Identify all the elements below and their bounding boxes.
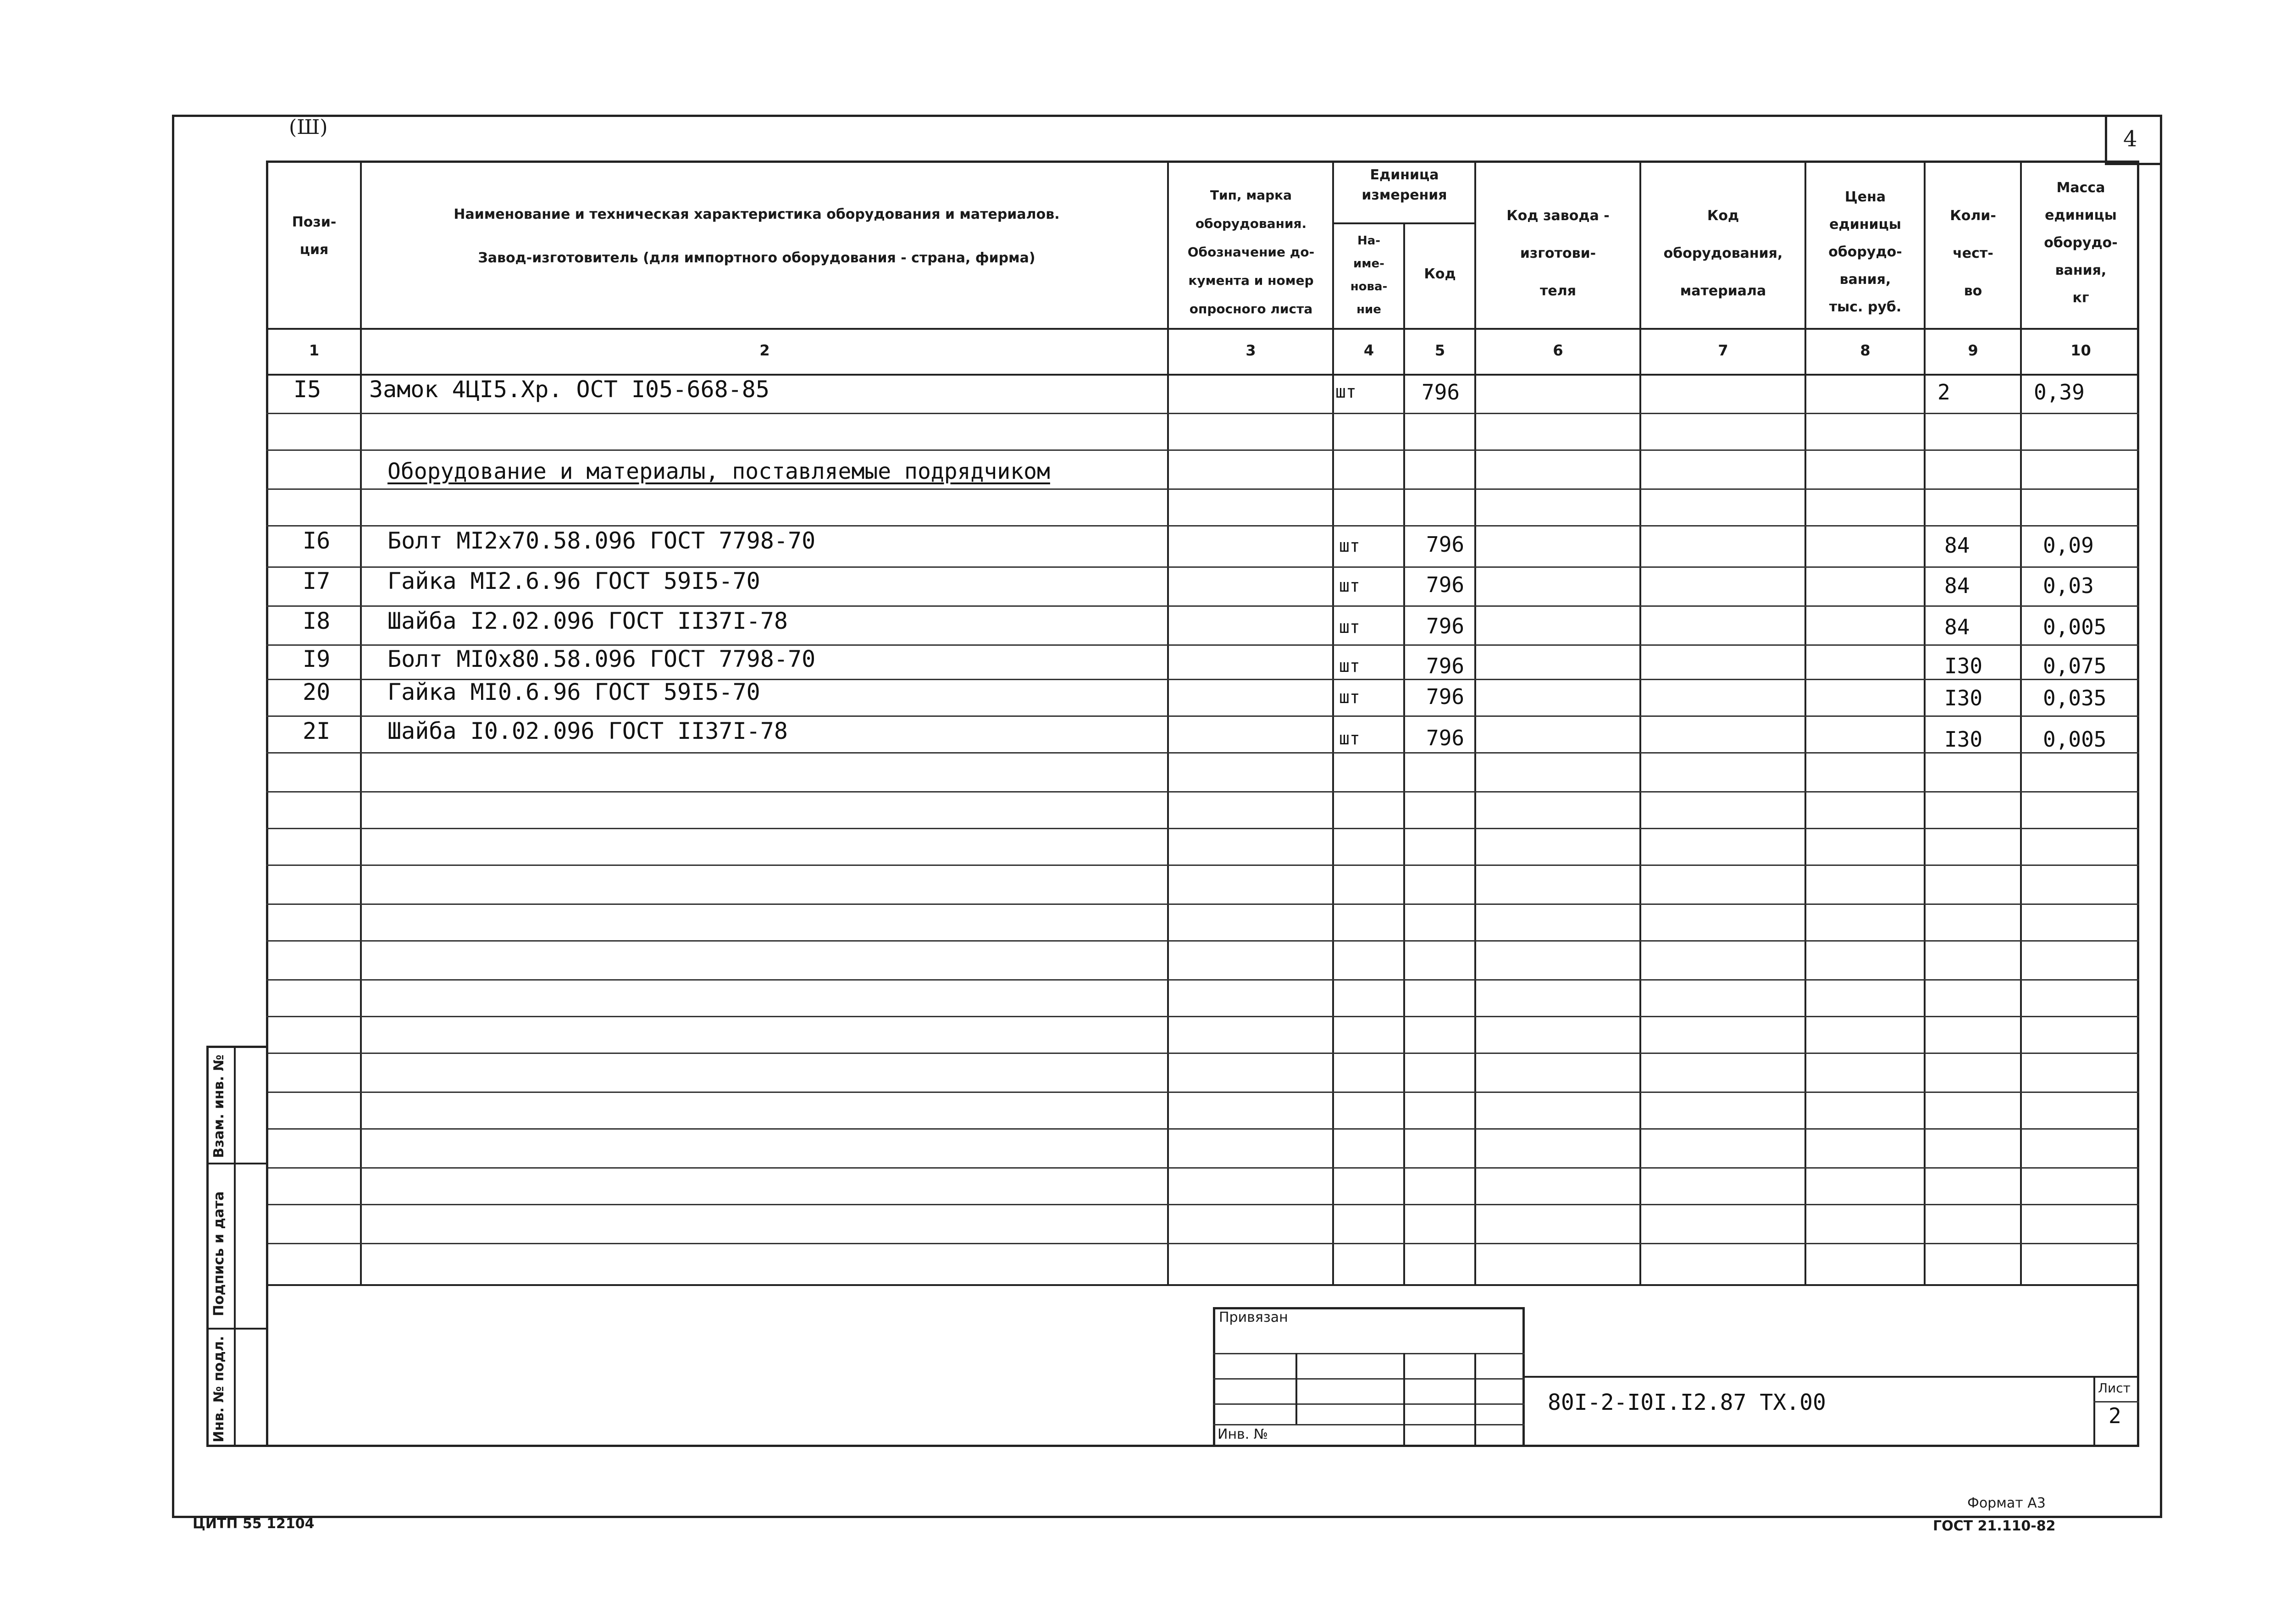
col-num-7: 7 — [1718, 342, 1728, 359]
row-line — [266, 903, 2139, 905]
privyazan-vline — [1474, 1353, 1476, 1447]
row-line — [266, 1053, 2139, 1054]
row-code: 796 — [1426, 532, 1465, 557]
row-qty: I30 — [1944, 654, 1983, 678]
row-unit: шт — [1339, 536, 1360, 556]
col-line-2 — [1167, 161, 1169, 1284]
row-qty: 84 — [1944, 573, 1970, 598]
header-equip-code: Код оборудования, материала — [1663, 208, 1783, 299]
row-line — [266, 449, 2139, 451]
table-body-bottom — [266, 1284, 2139, 1286]
roman-mark: (Ш) — [289, 116, 328, 139]
row-name: Гайка МI0.6.96 ГОСТ 59I5-70 — [387, 679, 760, 705]
col-num-8: 8 — [1860, 342, 1871, 359]
row-pos: I7 — [303, 568, 331, 594]
row-qty: 84 — [1944, 615, 1970, 639]
row-line — [266, 1128, 2139, 1130]
row-line — [266, 791, 2139, 793]
privyazan-line — [1213, 1353, 1525, 1354]
row-name: Болт МI2х70.58.096 ГОСТ 7798-70 — [387, 527, 816, 554]
inv-no-label: Инв. № — [1218, 1426, 1268, 1442]
row-line — [266, 715, 2139, 717]
section-title: Оборудование и материалы, поставляемые подрядчиком — [387, 459, 1050, 484]
side-stamp-line — [206, 1163, 268, 1164]
col-num-6: 6 — [1553, 342, 1563, 359]
row-code: 796 — [1422, 380, 1460, 405]
list-label: Лист — [2098, 1380, 2131, 1396]
privyazan-line — [1213, 1424, 1525, 1425]
col-num-9: 9 — [1968, 342, 1978, 359]
header-name-line2: Завод-изготовитель (для импортного оборудования - страна, фирма) — [478, 250, 1035, 266]
row-name: Шайба I2.02.096 ГОСТ II37I-78 — [387, 608, 788, 634]
col-num-1: 1 — [309, 342, 320, 359]
privyazan-line — [1213, 1403, 1525, 1405]
row-code: 796 — [1426, 654, 1465, 678]
header-mass: Масса единицы оборудо- вания, кг — [2044, 180, 2118, 306]
header-pos: Пози- ция — [292, 214, 337, 258]
col-num-4: 4 — [1363, 342, 1374, 359]
side-label-podpis: Подпись и дата — [211, 1191, 227, 1316]
row-line — [266, 940, 2139, 942]
row-pos: I6 — [303, 527, 331, 554]
side-stamp-divider — [234, 1046, 236, 1447]
row-code: 796 — [1426, 726, 1465, 750]
row-pos: 2I — [303, 718, 331, 744]
row-qty: 2 — [1937, 380, 1950, 405]
row-line — [266, 605, 2139, 607]
row-pos: 20 — [303, 679, 331, 705]
row-unit: шт — [1339, 617, 1360, 637]
col-num-2: 2 — [759, 342, 770, 359]
header-unit-code: Код — [1424, 266, 1456, 282]
row-unit: шт — [1339, 576, 1360, 596]
col-num-3: 3 — [1245, 342, 1256, 359]
list-number: 2 — [2109, 1403, 2121, 1428]
row-line — [266, 828, 2139, 829]
row-name: Болт МI0х80.58.096 ГОСТ 7798-70 — [387, 646, 816, 672]
row-line — [266, 525, 2139, 527]
corner-number: 4 — [2123, 126, 2137, 152]
row-line — [266, 979, 2139, 981]
col-line-9 — [2020, 161, 2022, 1284]
list-divider — [2093, 1376, 2095, 1447]
row-mass: 0,09 — [2043, 533, 2094, 558]
row-pos: I5 — [293, 376, 321, 403]
colnum-bottom-line — [266, 374, 2139, 376]
row-mass: 0,39 — [2034, 380, 2085, 405]
row-name: Шайба I0.02.096 ГОСТ II37I-78 — [387, 718, 788, 744]
row-qty: I30 — [1944, 727, 1983, 752]
header-qty: Коли- чест- во — [1950, 208, 1996, 299]
row-mass: 0,03 — [2043, 573, 2094, 598]
header-bottom-line — [266, 328, 2139, 330]
row-mass: 0,035 — [2043, 686, 2107, 710]
row-line — [266, 752, 2139, 754]
row-code: 796 — [1426, 684, 1465, 709]
privyazan-label: Привязан — [1219, 1309, 1288, 1325]
row-unit: шт — [1339, 728, 1360, 748]
col-line-3 — [1332, 161, 1334, 1284]
col-num-10: 10 — [2070, 342, 2091, 359]
privyazan-vline — [1295, 1353, 1297, 1424]
col-line-6 — [1639, 161, 1641, 1284]
row-qty: I30 — [1944, 686, 1983, 710]
header-name-line1: Наименование и техническая характеристика оборудования и материалов. — [454, 206, 1060, 222]
col-num-5: 5 — [1434, 342, 1445, 359]
header-unit-group: Единица измерения — [1362, 167, 1447, 203]
col-line-1 — [360, 161, 362, 1284]
row-line — [266, 1243, 2139, 1244]
footer-gost: ГОСТ 21.110-82 — [1933, 1518, 2056, 1534]
side-stamp-line — [206, 1328, 268, 1330]
col-line-7 — [1804, 161, 1806, 1284]
row-line — [266, 1204, 2139, 1205]
row-name: Гайка МI2.6.96 ГОСТ 59I5-70 — [387, 568, 760, 594]
row-line — [266, 865, 2139, 866]
doc-code-top-line — [1525, 1376, 2139, 1378]
privyazan-line — [1213, 1378, 1525, 1380]
row-qty: 84 — [1944, 533, 1970, 558]
row-line — [266, 1016, 2139, 1017]
footer-left: ЦИТП 55 12104 — [193, 1516, 315, 1532]
row-mass: 0,075 — [2043, 654, 2107, 678]
side-label-vzam: Взам. инв. № — [211, 1054, 227, 1158]
row-mass: 0,005 — [2043, 615, 2107, 639]
row-pos: I9 — [303, 646, 331, 672]
row-line — [266, 413, 2139, 414]
header-factory-code: Код завода - изготови- теля — [1506, 208, 1610, 299]
row-mass: 0,005 — [2043, 727, 2107, 752]
col-line-8 — [1924, 161, 1926, 1284]
row-unit: шт — [1335, 382, 1356, 402]
row-name: Замок 4ЦI5.Хр. ОСТ I05-668-85 — [369, 376, 769, 403]
row-code: 796 — [1426, 614, 1465, 638]
row-line — [266, 488, 2139, 490]
row-unit: шт — [1339, 687, 1360, 707]
list-line — [2093, 1401, 2139, 1402]
row-unit: шт — [1339, 656, 1360, 676]
privyazan-vline — [1403, 1353, 1405, 1447]
col-line-5 — [1474, 161, 1476, 1284]
row-pos: I8 — [303, 608, 331, 634]
header-price: Цена единицы оборудо- вания, тыс. руб. — [1828, 189, 1902, 315]
side-label-inv: Инв. № подл. — [211, 1336, 227, 1442]
row-line — [266, 1092, 2139, 1093]
doc-code: 80I-2-I0I.I2.87 ТХ.00 — [1548, 1390, 1826, 1415]
footer-format: Формат А3 — [1967, 1495, 2046, 1511]
row-code: 796 — [1426, 572, 1465, 597]
header-type: Тип, марка оборудования. Обозначение до- кумента и номер опросного листа — [1187, 188, 1315, 316]
row-line — [266, 1167, 2139, 1169]
header-unit-name: На- име- нова- ние — [1350, 234, 1388, 316]
